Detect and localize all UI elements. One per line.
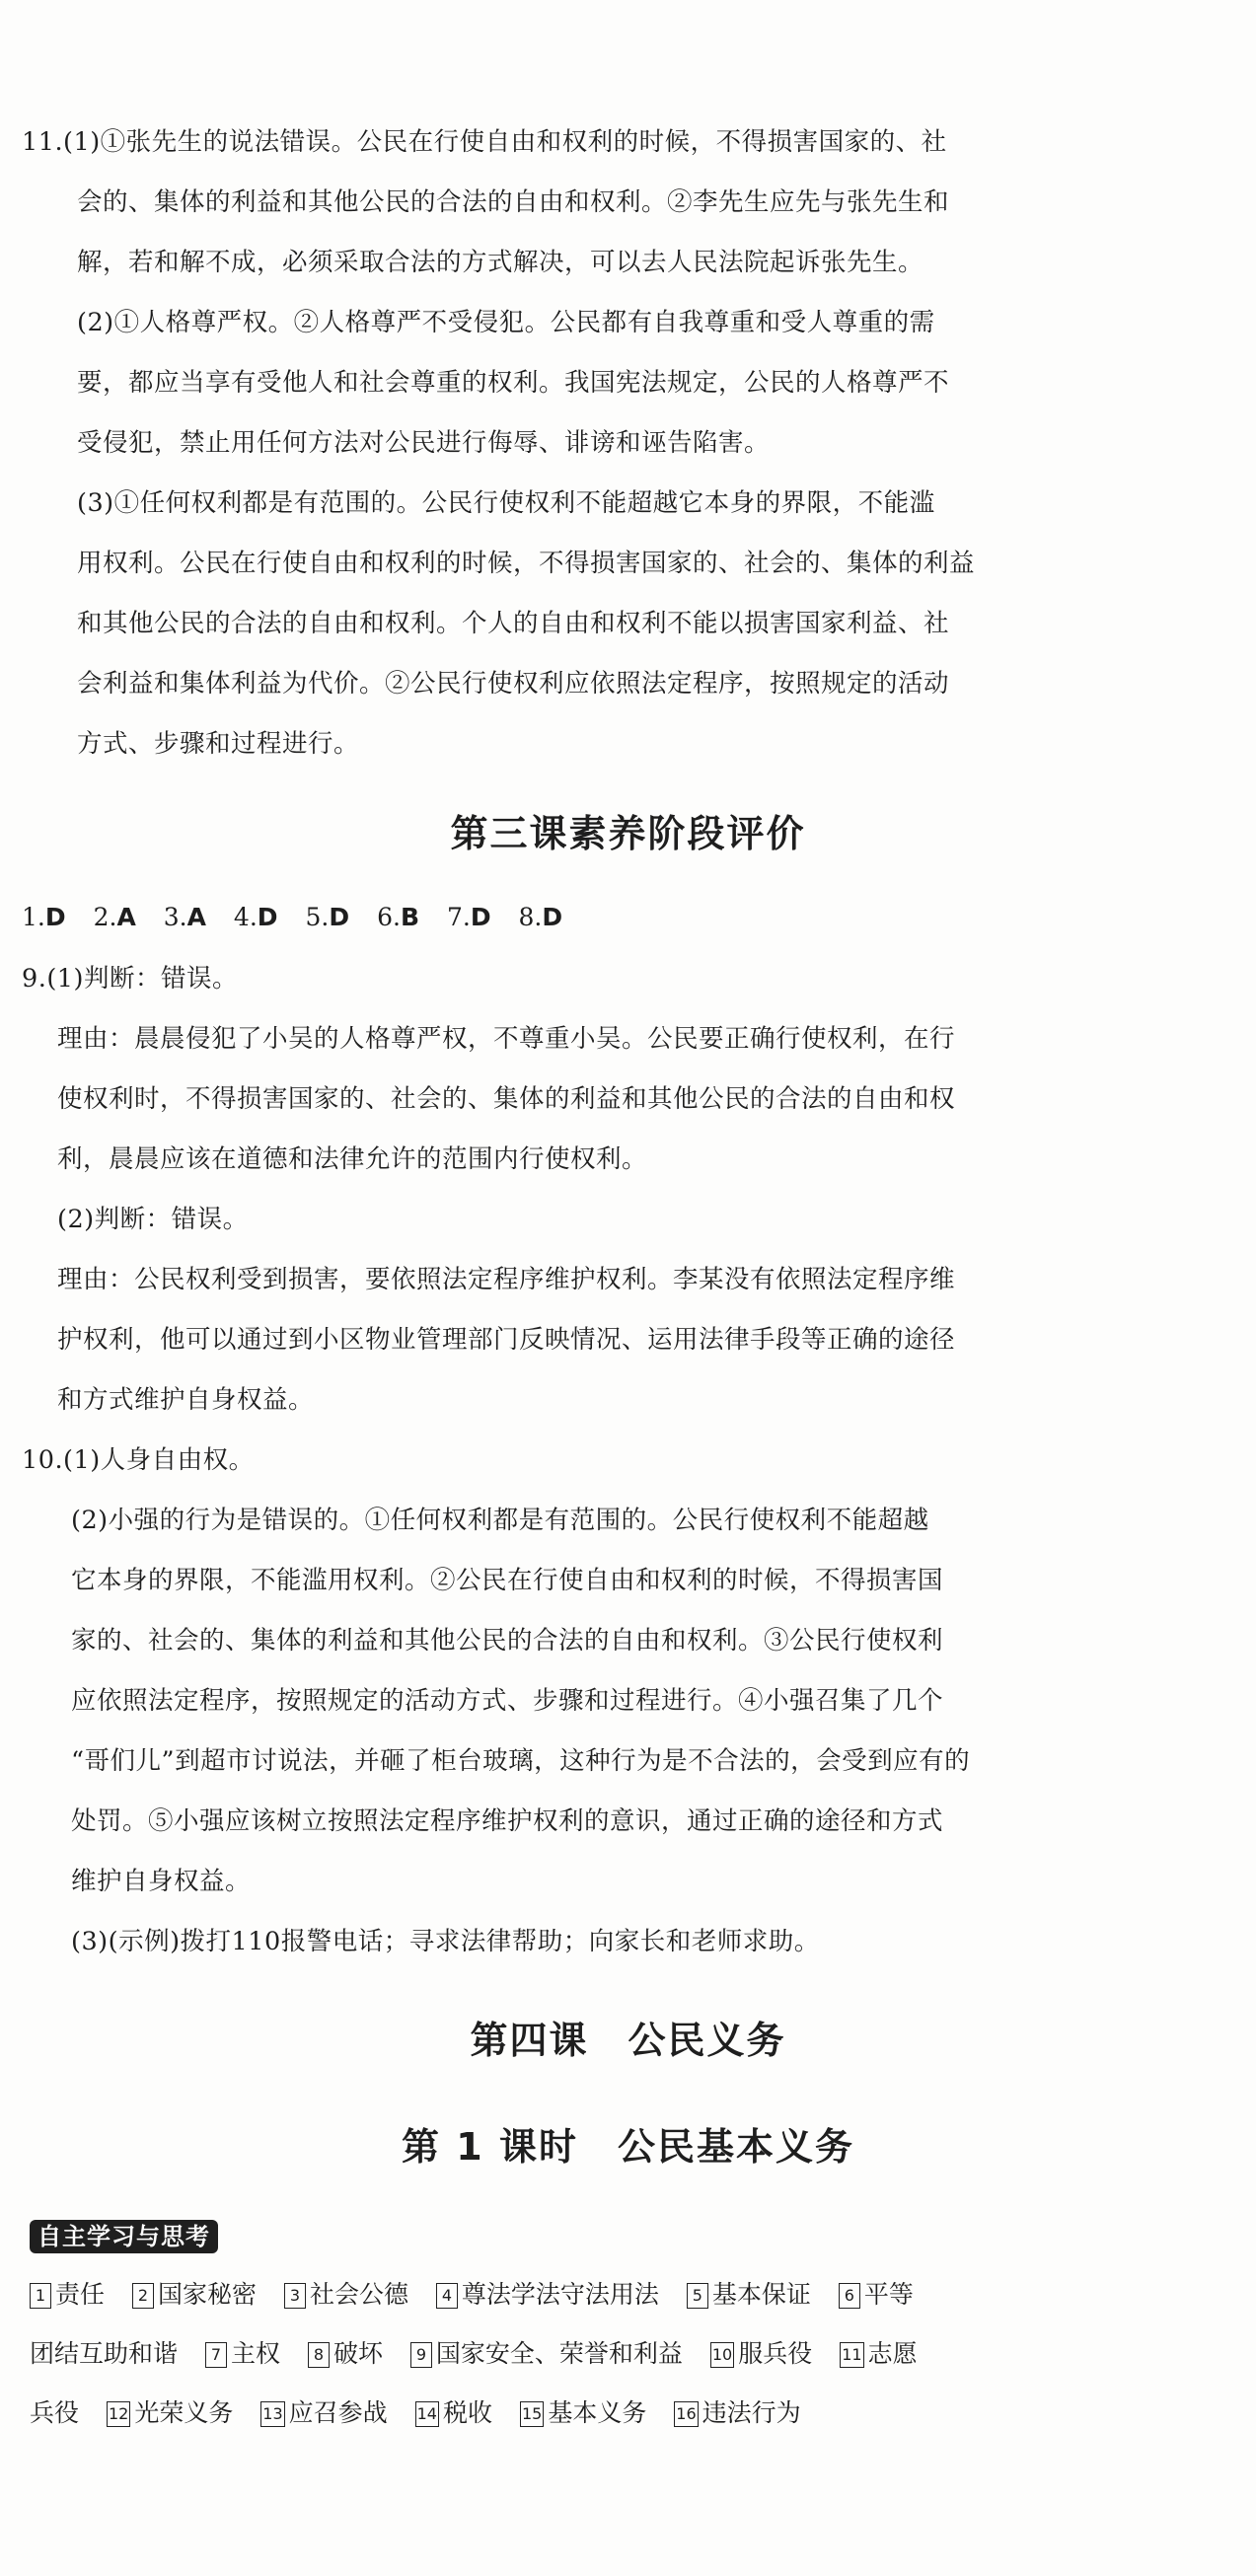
q9-line: 和方式维护自身权益。	[57, 1385, 315, 1415]
blank-answer: 2 国家秘密	[132, 2279, 257, 2311]
blank-answer-continuation: 兵役	[30, 2398, 80, 2427]
answer-item: 1.D	[22, 903, 66, 931]
blank-answer: 8 破坏	[308, 2338, 383, 2370]
blank-answer: 12 光荣义务	[108, 2398, 234, 2427]
blank-answer: 10 服兵役	[711, 2339, 813, 2368]
blank-answer: 6 平等	[839, 2279, 914, 2311]
blank-answer: 3 社会公德	[284, 2279, 408, 2311]
lesson-4-subtitle: 第 1 课时 公民基本义务	[402, 2125, 854, 2169]
answer-item: 6.B	[377, 903, 419, 931]
q11-line: 会的、集体的利益和其他公民的合法的自由和权利。②李先生应先与张先生和	[77, 187, 950, 217]
blank-number: 8	[308, 2342, 330, 2368]
blank-number: 2	[132, 2283, 154, 2309]
blank-number: 11	[840, 2342, 863, 2368]
q11-line: 和其他公民的合法的自由和权利。个人的自由和权利不能以损害国家利益、社	[77, 609, 950, 638]
q11-line: (3)①任何权利都是有范围的。公民行使权利不能超越它本身的界限，不能滥	[77, 488, 935, 518]
blank-row	[30, 2397, 821, 2429]
blank-answer: 4 尊法学法守法用法	[436, 2279, 659, 2311]
blank-number: 4	[436, 2283, 458, 2309]
q11-line: 解，若和解不成，必须采取合法的方式解决，可以去人民法院起诉张先生。	[77, 248, 924, 277]
blank-answer: 7 主权	[205, 2338, 280, 2370]
blank-number: 14	[415, 2401, 439, 2427]
q10-line: 家的、社会的、集体的利益和其他公民的合法的自由和权利。③公民行使权利	[71, 1626, 944, 1656]
blank-answer: 14 税收	[416, 2398, 492, 2427]
q11-line: (2)①人格尊严权。②人格尊严不受侵犯。公民都有自我尊重和受人尊重的需	[77, 308, 935, 337]
blank-number: 12	[107, 2401, 130, 2427]
blank-answer: 15 基本义务	[521, 2398, 647, 2427]
answer-item: 7.D	[446, 903, 491, 931]
blank-answer-continuation: 团结互助和谐	[30, 2339, 179, 2368]
choice-answers	[22, 903, 582, 932]
blank-row	[30, 2338, 937, 2370]
blank-answer: 9 国家安全、荣誉和利益	[410, 2338, 683, 2370]
q9-line: 9.(1)判断：错误。	[22, 964, 238, 994]
q10-line: (2)小强的行为是错误的。①任何权利都是有范围的。公民行使权利不能超越	[71, 1506, 929, 1535]
q10-line: “哥们儿”到超市讨说法，并砸了柜台玻璃，这种行为是不合法的，会受到应有的	[71, 1746, 971, 1776]
answer-item: 4.D	[233, 903, 278, 931]
answer-item: 3.A	[163, 903, 206, 931]
blank-answer: 11 志愿	[842, 2339, 918, 2368]
q10-line: 处罚。⑤小强应该树立按照法定程序维护权利的意识，通过正确的途径和方式	[71, 1806, 944, 1836]
blank-number: 10	[710, 2342, 734, 2368]
blank-number: 9	[410, 2342, 432, 2368]
blank-number: 7	[205, 2342, 227, 2368]
blank-number: 5	[687, 2283, 708, 2309]
lesson-4-title: 第四课 公民义务	[470, 2019, 786, 2062]
blank-number: 3	[284, 2283, 306, 2309]
blank-number: 1	[30, 2283, 51, 2309]
section-3-title: 第三课素养阶段评价	[450, 812, 806, 855]
blank-answer: 16 违法行为	[676, 2398, 801, 2427]
q11-line: 要，都应当享有受他人和社会尊重的权利。我国宪法规定，公民的人格尊严不	[77, 368, 950, 398]
q9-line: 使权利时，不得损害国家的、社会的、集体的利益和其他公民的合法的自由和权	[57, 1084, 956, 1114]
q9-line: 理由：公民权利受到损害，要依照法定程序维护权利。李某没有依照法定程序维	[57, 1265, 956, 1294]
q9-line: 理由：晨晨侵犯了小吴的人格尊严权，不尊重小吴。公民要正确行使权利，在行	[57, 1024, 956, 1054]
blank-number: 6	[839, 2283, 860, 2309]
q10-line: 10.(1)人身自由权。	[22, 1445, 255, 1475]
answer-item: 8.D	[518, 903, 563, 931]
answer-item: 2.A	[93, 903, 136, 931]
q10-line: 应依照法定程序，按照规定的活动方式、步骤和过程进行。④小强召集了几个	[71, 1686, 944, 1716]
blank-number: 15	[520, 2401, 544, 2427]
q11-line: 会利益和集体利益为代价。②公民行使权利应依照法定程序，按照规定的活动	[77, 669, 950, 699]
q10-line: 维护自身权益。	[71, 1867, 252, 1896]
q11-line: 用权利。公民在行使自由和权利的时候，不得损害国家的、社会的、集体的利益	[77, 549, 976, 578]
q10-line: 它本身的界限，不能滥用权利。②公民在行使自由和权利的时候，不得损害国	[71, 1566, 944, 1595]
q9-line: (2)判断：错误。	[57, 1205, 249, 1234]
blank-number: 13	[260, 2401, 284, 2427]
q10-line: (3)(示例)拨打110报警电话；寻求法律帮助；向家长和老师求助。	[71, 1927, 820, 1956]
q11-line: 11.(1)①张先生的说法错误。公民在行使自由和权利的时候，不得损害国家的、社	[22, 127, 947, 157]
blank-answer: 13 应召参战	[262, 2398, 388, 2427]
blank-answer: 5 基本保证	[687, 2279, 811, 2311]
q11-line: 受侵犯，禁止用任何方法对公民进行侮辱、诽谤和诬告陷害。	[77, 428, 771, 458]
blank-number: 16	[674, 2401, 698, 2427]
answer-item: 5.D	[305, 903, 350, 931]
q9-line: 护权利，他可以通过到小区物业管理部门反映情况、运用法律手段等正确的途径	[57, 1325, 956, 1355]
blank-answer: 1 责任	[30, 2279, 105, 2311]
self-study-badge: 自主学习与思考	[30, 2220, 218, 2253]
blank-row	[30, 2279, 933, 2311]
q9-line: 利，晨晨应该在道德和法律允许的范围内行使权利。	[57, 1144, 648, 1174]
q11-line: 方式、步骤和过程进行。	[77, 729, 360, 759]
